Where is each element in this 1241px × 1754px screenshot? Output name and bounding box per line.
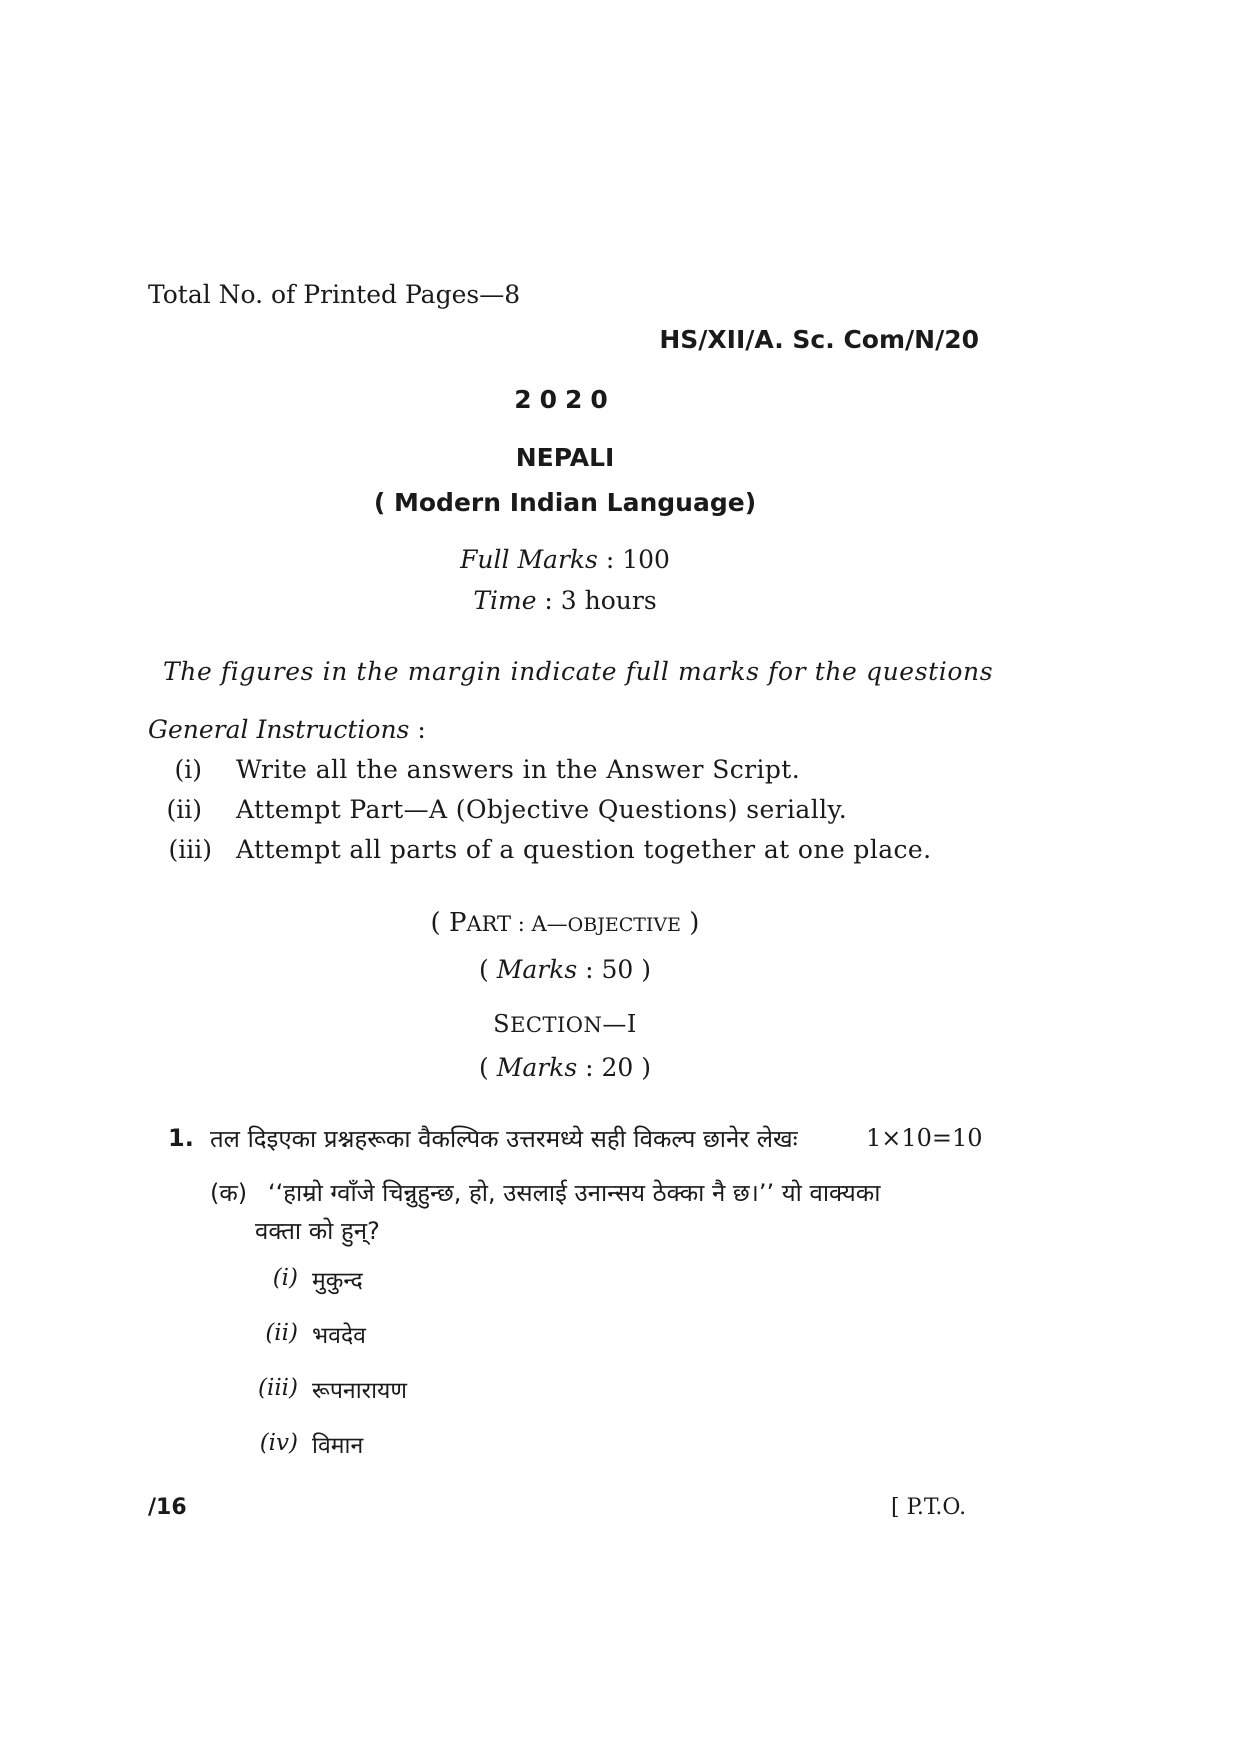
exam-year: 2020 [514, 385, 616, 414]
total-printed-pages: Total No. of Printed Pages—8 [148, 280, 521, 309]
option-number: (iv) [259, 1430, 298, 1456]
question-text: तल दिइएका प्रश्नहरूका वैकल्पिक उत्तरमध्ये सही विकल्प छानेर लेखः [210, 1125, 798, 1153]
sub-question-label: (क) [210, 1179, 248, 1207]
section-1-marks [0, 1053, 1130, 1082]
full-marks [0, 545, 1130, 574]
section-1-heading-rest: ECTION [510, 1013, 603, 1037]
part-a-heading-open: ( P [430, 908, 467, 938]
part-a-marks-value: : 50 ) [577, 955, 651, 984]
part-a-heading-close: ) [681, 908, 700, 938]
sub-question-text-continued: वक्ता को हुन्? [255, 1217, 380, 1245]
time-label: Time [473, 586, 537, 615]
full-marks-value: : 100 [597, 545, 670, 574]
instruction-text: Write all the answers in the Answer Script. [236, 755, 801, 784]
option-text: मुकुन्द [312, 1268, 363, 1294]
instruction-text: Attempt all parts of a question together at one place. [236, 835, 932, 864]
section-1-marks-value: : 20 ) [577, 1053, 651, 1082]
section-1-marks-label: Marks [496, 1053, 578, 1082]
footer-page-code: /16 [148, 1495, 187, 1520]
part-a-heading-mid: ART : A— [466, 912, 568, 936]
section-1-heading [0, 1010, 1130, 1038]
part-a-marks [0, 955, 1130, 984]
time-value: : 3 hours [536, 586, 657, 615]
sub-question-text: ‘‘हाम्रो ग्वाँजे चिन्नुहुन्छ, हो, उसलाई उनान्सय ठेक्का नै छ।’’ यो वाक्यका [268, 1179, 881, 1207]
instruction-number: (ii) [166, 795, 202, 824]
instruction-number: (iii) [168, 835, 212, 864]
section-1-heading-suffix: —I [602, 1010, 637, 1038]
option-number: (i) [272, 1265, 298, 1291]
part-a-marks-open: ( [479, 955, 497, 984]
option-number: (ii) [265, 1320, 298, 1346]
margin-note: The figures in the margin indicate full marks for the questions [163, 657, 994, 686]
general-instructions-heading [148, 715, 426, 744]
part-a-marks-label: Marks [496, 955, 578, 984]
option-text: रूपनारायण [312, 1378, 407, 1404]
option-number: (iii) [257, 1375, 298, 1401]
subject-subtitle: ( Modern Indian Language) [373, 488, 757, 517]
subject-title: NEPALI [515, 443, 615, 472]
option-text: भवदेव [312, 1323, 366, 1349]
footer-pto: [ P.T.O. [891, 1495, 967, 1520]
part-a-heading-caps: OBJECTIVE [567, 914, 682, 936]
general-instructions-title: General Instructions [148, 715, 410, 744]
general-instructions-colon: : [409, 715, 426, 744]
question-marks: 1×10=10 [866, 1124, 983, 1152]
section-1-marks-open: ( [479, 1053, 497, 1082]
question-number: 1. [168, 1124, 194, 1152]
full-marks-label: Full Marks [460, 545, 598, 574]
option-text: विमान [312, 1433, 364, 1459]
part-a-heading [0, 908, 1130, 938]
instruction-text: Attempt Part—A (Objective Questions) serially. [236, 795, 848, 824]
instruction-number: (i) [174, 755, 202, 784]
exam-time [0, 586, 1130, 615]
paper-code: HS/XII/A. Sc. Com/N/20 [659, 325, 979, 354]
section-1-heading-first: S [493, 1010, 511, 1038]
